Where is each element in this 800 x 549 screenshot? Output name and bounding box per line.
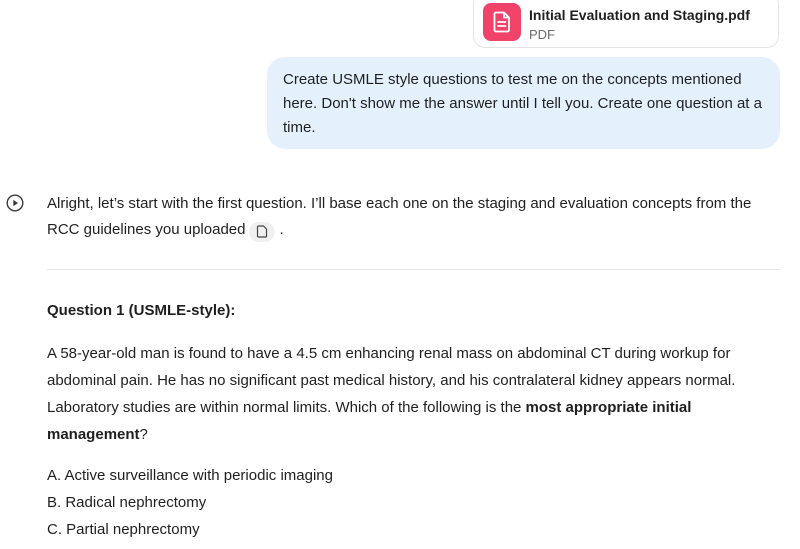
divider (47, 269, 780, 270)
assistant-intro (47, 191, 787, 243)
user-message-bubble (267, 57, 780, 149)
answer-options (47, 462, 333, 543)
answer-option-a: A. Active surveillance with periodic imaging (47, 467, 333, 484)
play-circle-icon[interactable] (6, 194, 24, 212)
document-icon (483, 3, 521, 41)
file-citation-icon[interactable] (249, 222, 275, 242)
attachment-card[interactable] (473, 0, 779, 48)
question-stem-text: A 58-year-old man is found to have a 4.5 cm enhancing renal mass on abdominal CT during workup for abdominal pain. He has no significant past medical history, and his contralateral kidney appears normal. Laboratory studies are within normal limits. Which of the following is the (47, 345, 736, 416)
question-stem-emphasis: most appropriate initial management (47, 399, 692, 443)
question-stem (47, 340, 787, 448)
answer-option-c: C. Partial nephrectomy (47, 521, 200, 538)
attachment-file-type: PDF (529, 27, 555, 42)
assistant-intro-text: Alright, let’s start with the first question. I’ll base each one on the staging and evaluation concepts from the RCC guidelines you uploaded (47, 195, 752, 238)
assistant-intro-end: . (279, 221, 284, 238)
question-title: Question 1 (USMLE-style): (47, 302, 236, 319)
question-stem-end: ? (139, 426, 148, 443)
user-message-text: Create USMLE style questions to test me on the concepts mentioned here. Don't show me the answer until I tell you. Create one question at a time. (283, 71, 762, 136)
answer-option-b: B. Radical nephrectomy (47, 494, 207, 511)
attachment-file-name: Initial Evaluation and Staging.pdf (529, 7, 750, 23)
